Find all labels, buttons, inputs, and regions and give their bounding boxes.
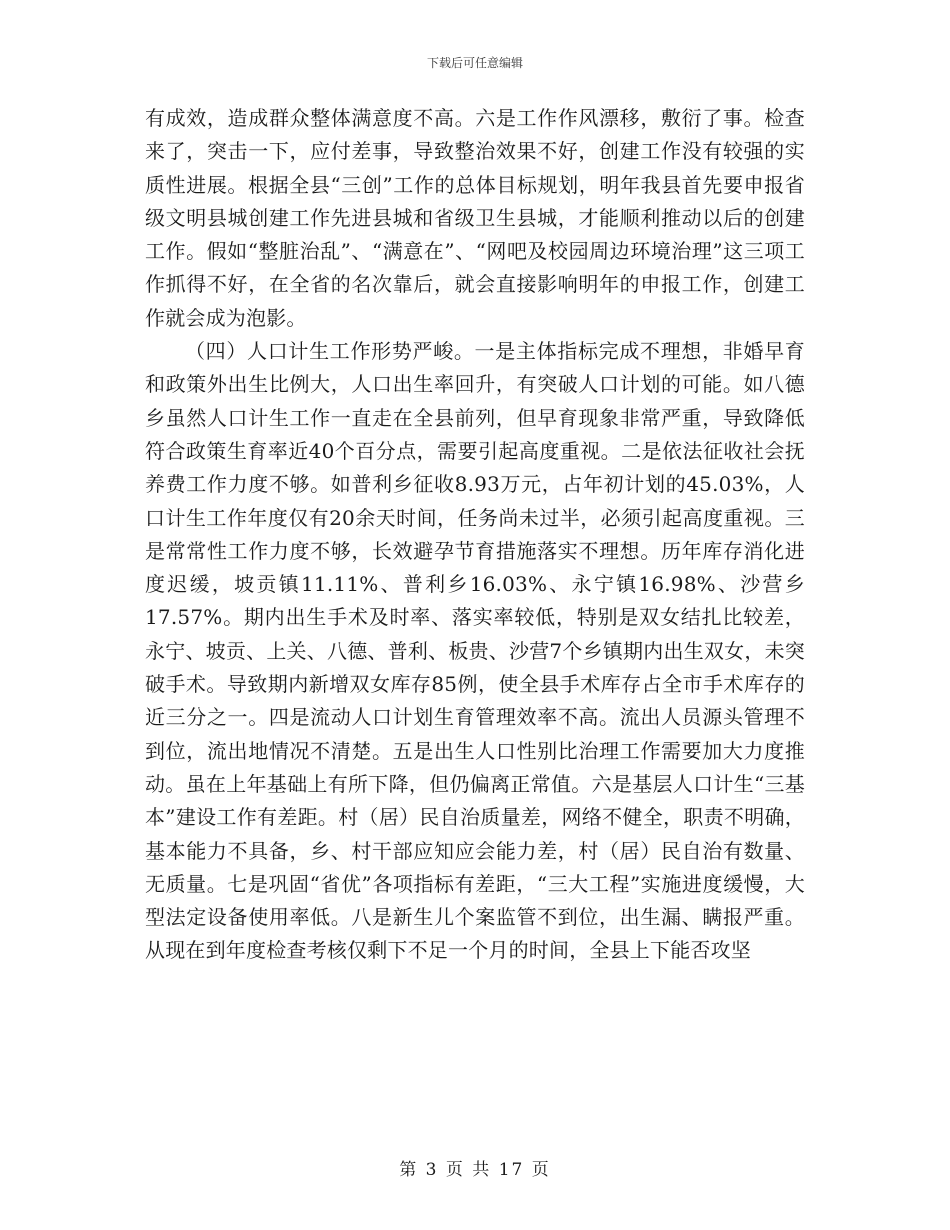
page-number-footer: 第 3 页 共 17 页 — [399, 1160, 551, 1180]
paragraph-continuation: 有成效，造成群众整体满意度不高。六是工作作风漂移，敷衍了事。检查来了，突击一下，应付差事，导致整治效果不好，创建工作没有较强的实质性进展。根据全县“三创”工作的总体目标规划，明年我县首先要申报省级文明县城创建工作先进县城和省级卫生县城，才能顺利推动以后的创建工作。假如“整脏治乱”、“满意在”、“网吧及校园周边环境治理”这三项工作抓得不好，在全省的名次靠后，就会直接影响明年的申报工作，创建工作就会成为泡影。 — [145, 106, 805, 330]
page-header: 下载后可任意编辑 — [426, 56, 523, 70]
paragraph-section-four: （四）人口计生工作形势严峻。一是主体指标完成不理想，非婚早育和政策外出生比例大，人口出生率回升，有突破人口计划的可能。如八德乡虽然人口计生工作一直走在全县前列，但早育现象非常严重，导致降低符合政策生育率近40个百分点，需要引起高度重视。二是依法征收社会抚养费工作力度不够。如普利乡征收8.93万元，占年初计划的45.03%，人口计生工作年度仅有20余天时间，任务尚未过半，必须引起高度重视。三是常常性工作力度不够，长效避孕节育措施落实不理想。历年库存消化进度迟缓，坡贡镇11.11%、普利乡16.03%、永宁镇16.98%、沙营乡17.57%。期内出生手术及时率、落实率较低，特别是双女结扎比较差，永宁、坡贡、上关、八德、普利、板贵、沙营7个乡镇期内出生双女，未突破手术。导致期内新增双女库存85例，使全县手术库存占全市手术库存的近三分之一。四是流动人口计划生育管理效率不高。流出人员源头管理不到位，流出地情况不清楚。五是出生人口性别比治理工作需要加大力度推动。虽在上年基础上有所下降，但仍偏离正常值。六是基层人口计生“三基本”建设工作有差距。村（居）民自治质量差，网络不健全，职责不明确，基本能力不具备，乡、村干部应知应会能力差，村（居）民自治有数量、无质量。七是巩固“省优”各项指标有差距，“三大工程”实施进度缓慢，大型法定设备使用率低。八是新生儿个案监管不到位，出生漏、瞒报严重。从现在到年度检查考核仅剩下不足一个月的时间，全县上下能否攻坚 — [145, 339, 805, 963]
document-body — [145, 102, 805, 968]
